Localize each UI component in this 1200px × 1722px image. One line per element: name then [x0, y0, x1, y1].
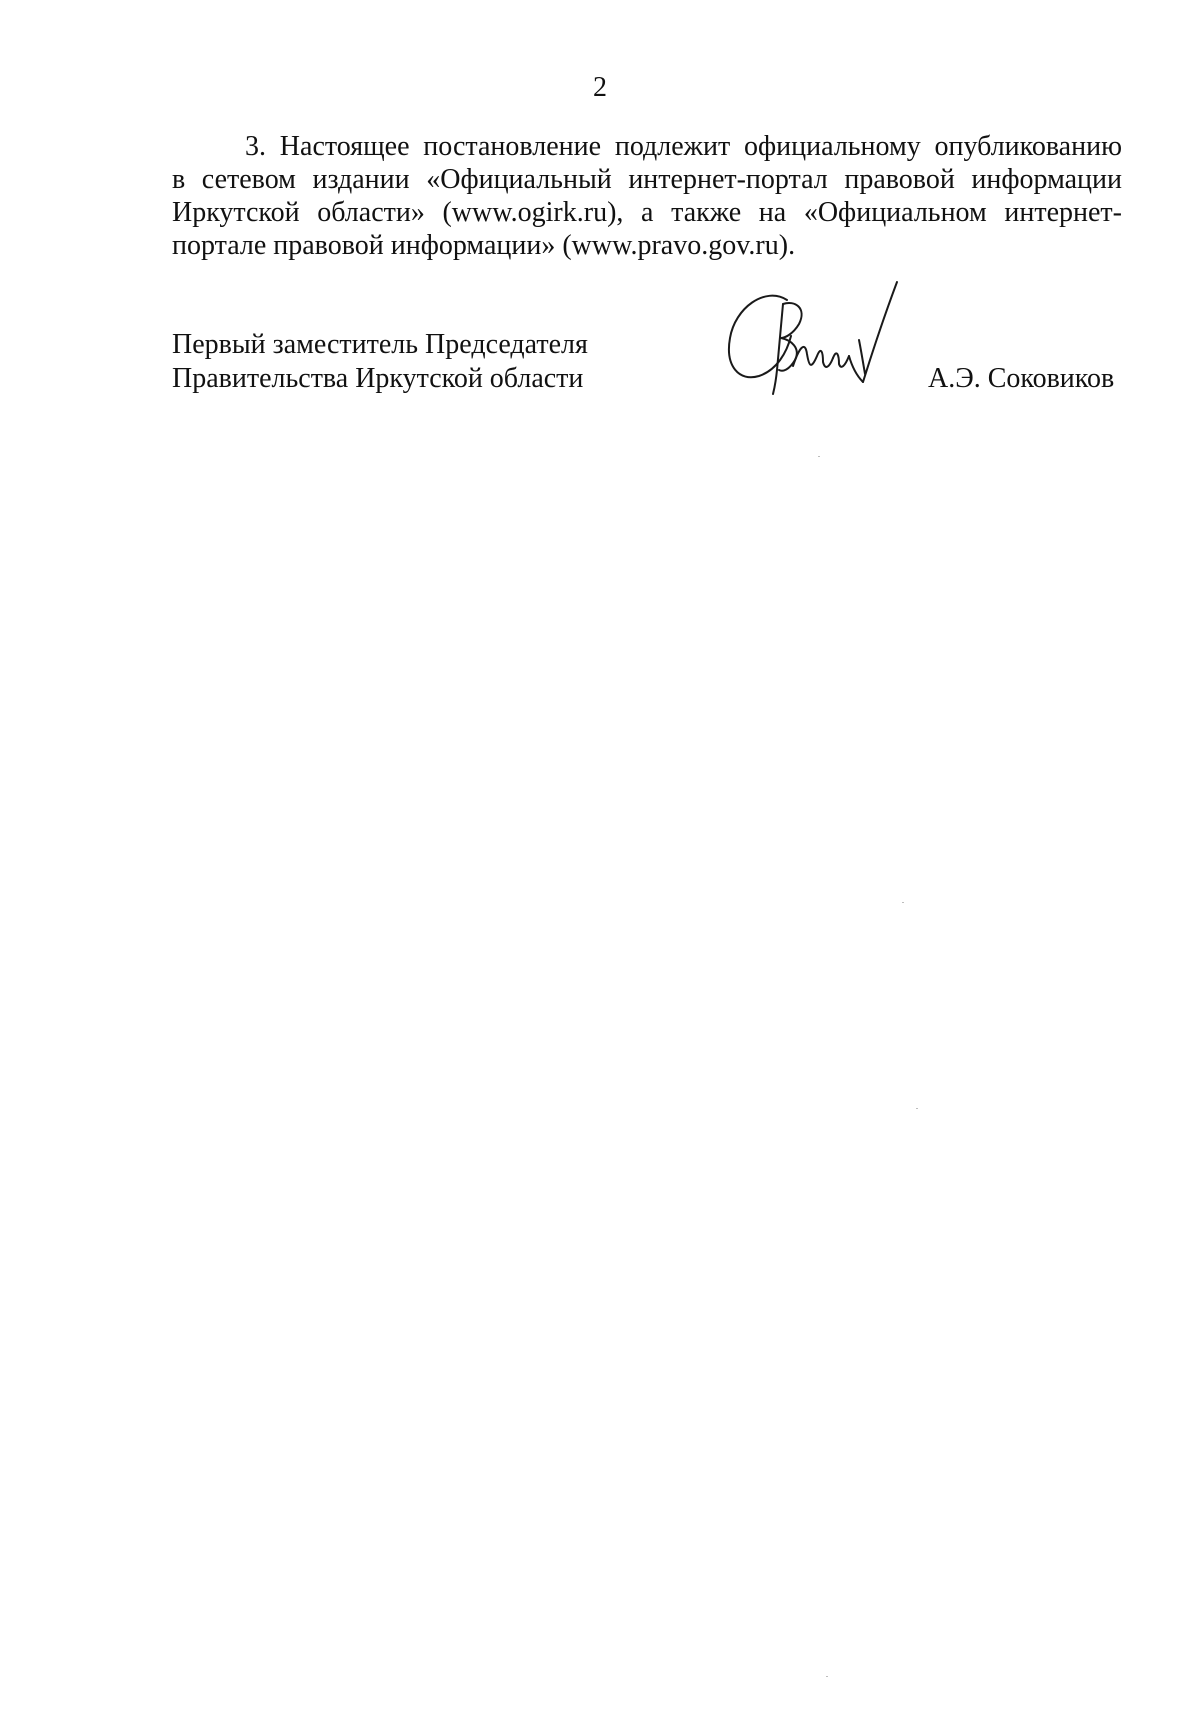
- signer-name: А.Э. Соковиков: [928, 363, 1115, 394]
- paragraph-line: 3. Настоящее постановление подлежит официальному опубликованию: [245, 131, 1122, 162]
- paragraph-line: портале правовой информации» (www.pravo.gov.ru).: [172, 230, 796, 261]
- body-paragraph: [172, 130, 1122, 262]
- scan-speck: [902, 902, 904, 903]
- signer-position: [172, 328, 588, 396]
- page-number: 2: [593, 72, 607, 103]
- signature-strokes: [725, 278, 935, 418]
- scan-speck: [818, 456, 820, 457]
- scan-speck: [826, 1676, 828, 1677]
- paragraph-line: Иркутской области» (www.ogirk.ru), а также на «Официальном интернет-: [172, 197, 1122, 228]
- signer-position-line-2: Правительства Иркутской области: [172, 363, 584, 394]
- signer-position-line-1: Первый заместитель Председателя: [172, 329, 588, 360]
- handwritten-signature: [725, 278, 935, 418]
- paragraph-line: в сетевом издании «Официальный интернет-портал правовой информации: [172, 164, 1122, 195]
- scan-speck: [916, 1108, 918, 1109]
